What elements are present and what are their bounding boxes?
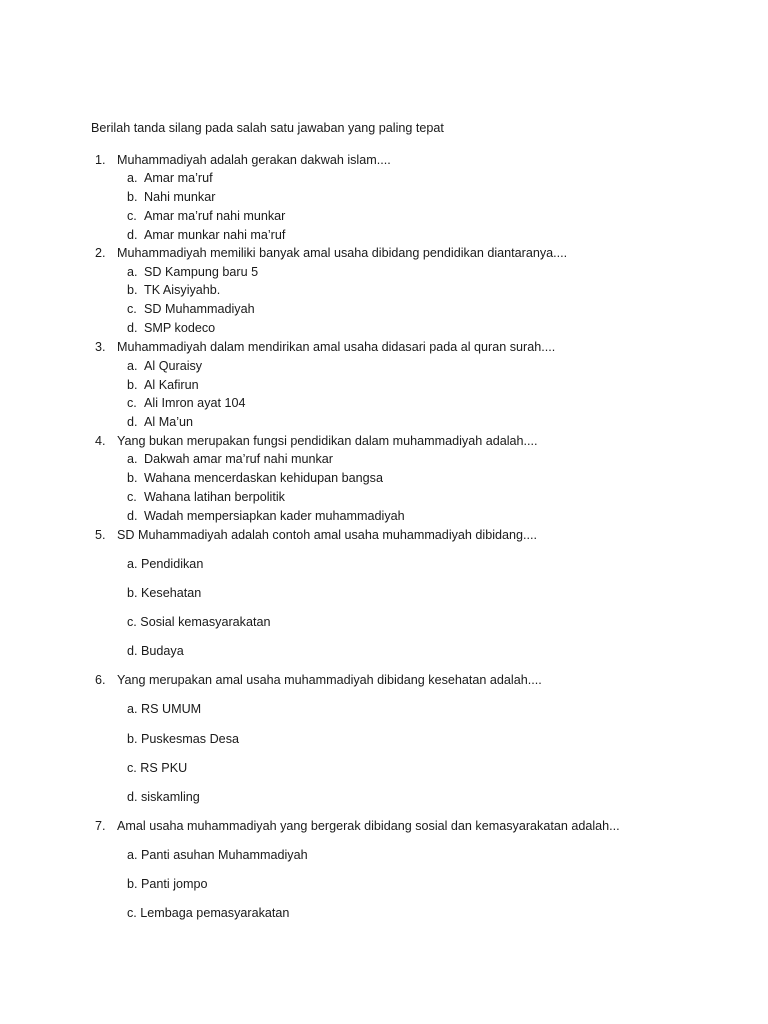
option-7c: [0, 904, 768, 923]
option-letter: c.: [127, 396, 137, 410]
option-text: d. Budaya: [127, 644, 184, 658]
question-text: Muhammadiyah dalam mendirikan amal usaha didasari pada al quran surah....: [117, 340, 556, 354]
option-5c: [0, 613, 768, 632]
option-text: a. Panti asuhan Muhammadiyah: [127, 848, 308, 862]
option-text: Nahi munkar: [144, 190, 216, 204]
option-letter: d.: [127, 321, 138, 335]
option-text: a. Pendidikan: [127, 557, 204, 571]
option-4c: [0, 488, 768, 507]
option-letter: c.: [127, 302, 137, 316]
question-text: SD Muhammadiyah adalah contoh amal usaha muhammadiyah dibidang....: [117, 528, 538, 542]
option-3b: [0, 376, 768, 395]
option-text: Amar ma’ruf: [144, 171, 213, 185]
option-text: d. siskamling: [127, 790, 200, 804]
option-letter: b.: [127, 378, 138, 392]
option-text: b. Kesehatan: [127, 586, 202, 600]
option-text: c. Sosial kemasyarakatan: [127, 615, 271, 629]
option-text: c. RS PKU: [127, 761, 188, 775]
option-letter: b.: [127, 190, 138, 204]
question-number: 5.: [95, 528, 106, 542]
option-text: SD Kampung baru 5: [144, 265, 259, 279]
option-text: b. Puskesmas Desa: [127, 732, 239, 746]
option-text: Al Kafirun: [144, 378, 199, 392]
option-6b: [0, 730, 768, 749]
question-text: Yang bukan merupakan fungsi pendidikan dalam muhammadiyah adalah....: [117, 434, 538, 448]
question-number: 7.: [95, 819, 106, 833]
question-number: 2.: [95, 246, 106, 260]
option-text: Amar munkar nahi ma’ruf: [144, 228, 286, 242]
option-letter: b.: [127, 471, 138, 485]
question-5: [0, 526, 768, 545]
option-3a: [0, 357, 768, 376]
option-text: Wahana mencerdaskan kehidupan bangsa: [144, 471, 383, 485]
option-text: Al Quraisy: [144, 359, 203, 373]
question-text: Muhammadiyah memiliki banyak amal usaha dibidang pendidikan diantaranya....: [117, 246, 568, 260]
question-1: [0, 151, 768, 170]
option-2d: [0, 319, 768, 338]
question-number: 6.: [95, 673, 106, 687]
option-7b: [0, 875, 768, 894]
question-7: [0, 817, 768, 836]
option-2c: [0, 300, 768, 319]
option-text: b. Panti jompo: [127, 877, 208, 891]
option-text: Amar ma’ruf nahi munkar: [144, 209, 286, 223]
question-text: Yang merupakan amal usaha muhammadiyah dibidang kesehatan adalah....: [117, 673, 542, 687]
option-letter: c.: [127, 209, 137, 223]
question-2: [0, 244, 768, 263]
question-text: Amal usaha muhammadiyah yang bergerak dibidang sosial dan kemasyarakatan adalah...: [117, 819, 620, 833]
option-3d: [0, 413, 768, 432]
option-letter: a.: [127, 171, 138, 185]
option-1a: [0, 169, 768, 188]
option-3c: [0, 394, 768, 413]
option-5d: [0, 642, 768, 661]
option-letter: d.: [127, 228, 138, 242]
option-1b: [0, 188, 768, 207]
option-4d: [0, 507, 768, 526]
option-1d: [0, 226, 768, 245]
option-text: SD Muhammadiyah: [144, 302, 255, 316]
question-number: 4.: [95, 434, 106, 448]
option-1c: [0, 207, 768, 226]
option-text: a. RS UMUM: [127, 702, 202, 716]
question-6: [0, 671, 768, 690]
option-letter: d.: [127, 509, 138, 523]
option-text: Al Ma’un: [144, 415, 193, 429]
option-4b: [0, 469, 768, 488]
option-2a: [0, 263, 768, 282]
option-letter: b.: [127, 283, 138, 297]
option-letter: d.: [127, 415, 138, 429]
question-text: Muhammadiyah adalah gerakan dakwah islam....: [117, 153, 391, 167]
option-text: c. Lembaga pemasyarakatan: [127, 906, 290, 920]
option-text: TK Aisyiyahb.: [144, 283, 221, 297]
option-4a: [0, 450, 768, 469]
question-4: [0, 432, 768, 451]
option-6a: [0, 700, 768, 719]
question-number: 3.: [95, 340, 106, 354]
question-number: 1.: [95, 153, 106, 167]
option-text: Dakwah amar ma’ruf nahi munkar: [144, 452, 333, 466]
option-letter: a.: [127, 359, 138, 373]
option-5b: [0, 584, 768, 603]
question-3: [0, 338, 768, 357]
option-text: Ali Imron ayat 104: [144, 396, 246, 410]
option-text: SMP kodeco: [144, 321, 216, 335]
option-5a: [0, 555, 768, 574]
option-letter: a.: [127, 452, 138, 466]
option-2b: [0, 281, 768, 300]
option-6d: [0, 788, 768, 807]
instruction-text: Berilah tanda silang pada salah satu jawaban yang paling tepat: [91, 121, 444, 135]
option-6c: [0, 759, 768, 778]
option-text: Wahana latihan berpolitik: [144, 490, 285, 504]
option-text: Wadah mempersiapkan kader muhammadiyah: [144, 509, 405, 523]
option-letter: c.: [127, 490, 137, 504]
option-letter: a.: [127, 265, 138, 279]
option-7a: [0, 846, 768, 865]
